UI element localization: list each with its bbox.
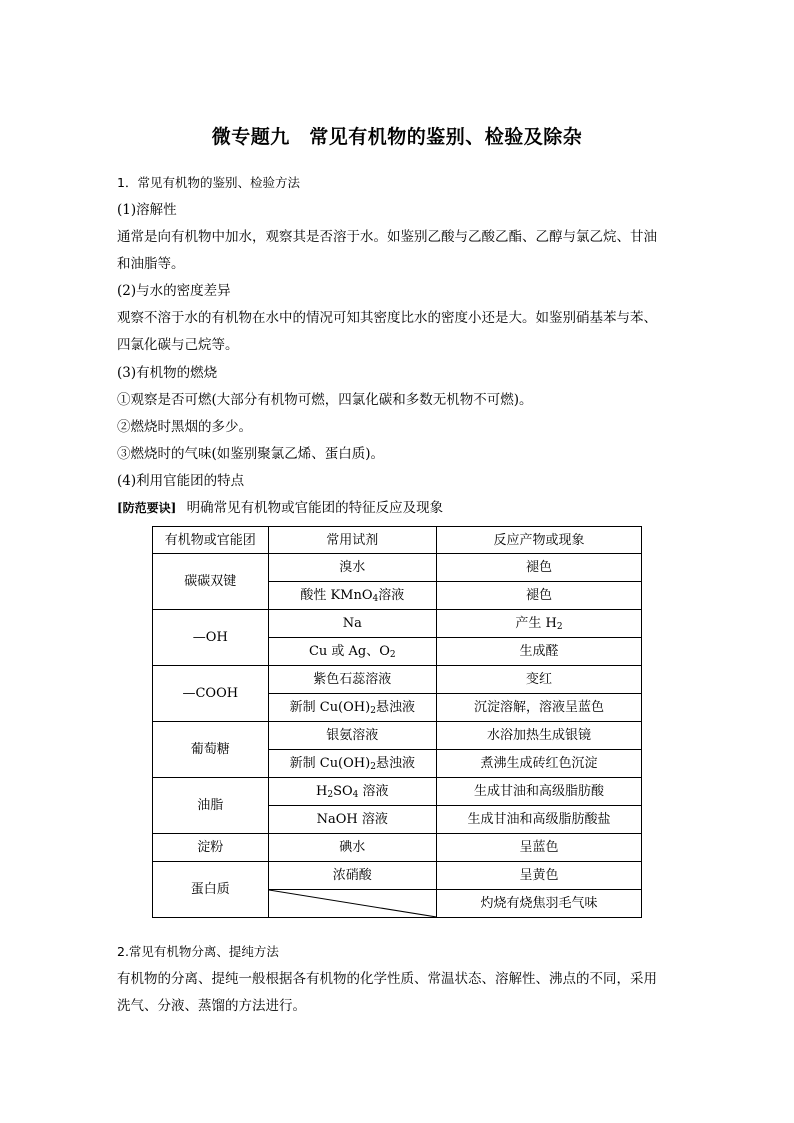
result-cell: 灼烧有烧焦羽毛气味 — [436, 890, 641, 918]
density-text-2: 四氯化碳与己烷等。 — [117, 337, 239, 353]
combustion-item-1: ①观察是否可燃(大部分有机物可燃，四氯化碳和多数无机物不可燃)。 — [117, 392, 533, 408]
table-header-cell: 常用试剂 — [268, 527, 436, 554]
table-row — [153, 778, 642, 806]
result-cell: 生成甘油和高级脂肪酸 — [436, 778, 641, 806]
group-name-cell: —OH — [153, 610, 269, 666]
group-name-cell: 淀粉 — [153, 834, 269, 862]
result-cell: 煮沸生成砖红色沉淀 — [436, 750, 641, 778]
separation-text-2: 洗气、分液、蒸馏的方法进行。 — [117, 998, 306, 1014]
reagent-cell: 紫色石蕊溶液 — [268, 666, 436, 694]
reagent-cell: Na — [268, 610, 436, 638]
solubility-text-2: 和油脂等。 — [117, 256, 185, 272]
reagent-cell: 溴水 — [268, 554, 436, 582]
table-row — [153, 610, 642, 638]
result-cell: 变红 — [436, 666, 641, 694]
density-title: (2)与水的密度差异 — [117, 283, 231, 299]
section-1-heading: 1．常见有机物的鉴别、检验方法 — [117, 175, 300, 190]
table-row — [153, 666, 642, 694]
group-name-cell: —COOH — [153, 666, 269, 722]
group-name-cell: 碳碳双键 — [153, 554, 269, 610]
result-cell: 呈黄色 — [436, 862, 641, 890]
reagent-cell: NaOH 溶液 — [268, 806, 436, 834]
reagent-cell: 新制 $Cu(OH)_2$悬浊液 — [268, 750, 436, 778]
reagent-cell: 银氨溶液 — [268, 722, 436, 750]
group-name-cell: 蛋白质 — [153, 862, 269, 918]
table-row — [153, 834, 642, 862]
combustion-item-3: ③燃烧时的气味(如鉴别聚氯乙烯、蛋白质)。 — [117, 446, 385, 462]
reagent-cell: Cu 或 Ag、$O_2$ — [268, 638, 436, 666]
reaction-table — [152, 526, 642, 918]
separation-text-1: 有机物的分离、提纯一般根据各有机物的化学性质、常温状态、溶解性、沸点的不同，采用 — [117, 971, 657, 987]
combustion-item-2: ②燃烧时黑烟的多少。 — [117, 419, 252, 435]
note-line — [117, 499, 687, 517]
density-text-1: 观察不溶于水的有机物在水中的情况可知其密度比水的密度小还是大。如鉴别硝基苯与苯、 — [117, 310, 657, 326]
reagent-cell: 新制 $Cu(OH)_2$悬浊液 — [268, 694, 436, 722]
reagent-cell: 碘水 — [268, 834, 436, 862]
result-cell: 褪色 — [436, 582, 641, 610]
reagent-cell: 酸性 KMnO$_4$溶液 — [268, 582, 436, 610]
table-row — [153, 554, 642, 582]
empty-diagonal-cell — [268, 890, 436, 918]
result-cell: 产生 $H_2$ — [436, 610, 641, 638]
table-header-row — [153, 527, 642, 554]
result-cell: 水浴加热生成银镜 — [436, 722, 641, 750]
solubility-text-1: 通常是向有机物中加水，观察其是否溶于水。如鉴别乙酸与乙酸乙酯、乙醇与氯乙烷、甘油 — [117, 229, 657, 245]
solubility-title: (1)溶解性 — [117, 202, 177, 218]
section-2-heading: 2.常见有机物分离、提纯方法 — [117, 944, 279, 959]
result-cell: 生成甘油和高级脂肪酸盐 — [436, 806, 641, 834]
group-name-cell: 葡萄糖 — [153, 722, 269, 778]
combustion-title: (3)有机物的燃烧 — [117, 365, 218, 381]
functional-group-title: (4)利用官能团的特点 — [117, 473, 245, 489]
page-title: 微专题九 常见有机物的鉴别、检验及除杂 — [211, 126, 583, 148]
result-cell: 生成醛 — [436, 638, 641, 666]
result-cell: 褪色 — [436, 554, 641, 582]
note-text: 明确常见有机物或官能团的特征反应及现象 — [186, 500, 444, 516]
table-row — [153, 722, 642, 750]
table-row — [153, 862, 642, 890]
reagent-cell: 浓硝酸 — [268, 862, 436, 890]
result-cell: 呈蓝色 — [436, 834, 641, 862]
table-header-cell: 有机物或官能团 — [153, 527, 269, 554]
reagent-cell: $H_2SO_4$ 溶液 — [268, 778, 436, 806]
note-tag: [防范要诀] — [117, 501, 177, 515]
diagonal-line — [269, 890, 436, 917]
group-name-cell: 油脂 — [153, 778, 269, 834]
table-header-cell: 反应产物或现象 — [436, 527, 641, 554]
result-cell: 沉淀溶解，溶液呈蓝色 — [436, 694, 641, 722]
